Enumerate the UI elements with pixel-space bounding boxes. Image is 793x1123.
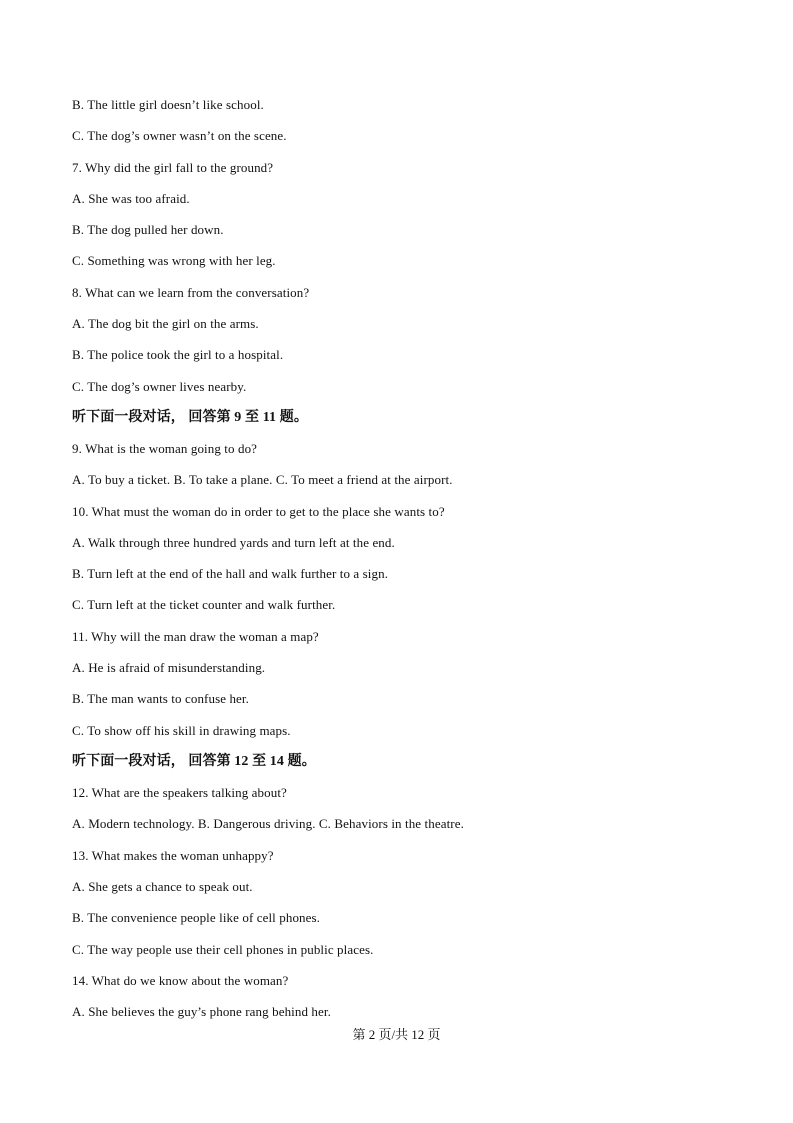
answer-option: B. Turn left at the end of the hall and walk further to a sign.: [72, 566, 389, 581]
answer-option: A. Walk through three hundred yards and turn left at the end.: [72, 535, 395, 550]
answer-option: B. The police took the girl to a hospital.: [72, 347, 284, 362]
question-text: 7. Why did the girl fall to the ground?: [72, 160, 274, 175]
question-text: 9. What is the woman going to do?: [72, 441, 258, 456]
answer-option: C. The dog’s owner lives nearby.: [72, 379, 247, 394]
answer-option: C. The way people use their cell phones in public places.: [72, 942, 374, 957]
answer-option: A. She gets a chance to speak out.: [72, 879, 253, 894]
question-text: 11. Why will the man draw the woman a map?: [72, 629, 319, 644]
answer-option: A. To buy a ticket. B. To take a plane. C. To meet a friend at the airport.: [72, 472, 453, 487]
answer-option: C. Something was wrong with her leg.: [72, 253, 276, 268]
answer-option: C. The dog’s owner wasn’t on the scene.: [72, 128, 287, 143]
answer-option: B. The man wants to confuse her.: [72, 691, 249, 706]
answer-option: C. To show off his skill in drawing maps.: [72, 723, 291, 738]
answer-option: C. Turn left at the ticket counter and walk further.: [72, 597, 336, 612]
answer-option: A. The dog bit the girl on the arms.: [72, 316, 259, 331]
page-footer: 第 2 页/共 12 页: [352, 1027, 441, 1042]
section-heading: 听下面一段对话， 回答第 12 至 14 题。: [72, 754, 316, 769]
answer-option: A. She was too afraid.: [72, 191, 190, 206]
answer-option: A. She believes the guy’s phone rang behind her.: [72, 1004, 331, 1019]
answer-option: B. The dog pulled her down.: [72, 222, 224, 237]
question-text: 14. What do we know about the woman?: [72, 973, 289, 988]
answer-option: A. He is afraid of misunderstanding.: [72, 660, 266, 675]
section-heading: 听下面一段对话， 回答第 9 至 11 题。: [72, 410, 308, 425]
question-text: 13. What makes the woman unhappy?: [72, 848, 274, 863]
question-text: 10. What must the woman do in order to get to the place she wants to?: [72, 504, 445, 519]
answer-option: B. The little girl doesn’t like school.: [72, 97, 264, 112]
answer-option: B. The convenience people like of cell phones.: [72, 910, 321, 925]
answer-option: A. Modern technology. B. Dangerous driving. C. Behaviors in the theatre.: [72, 816, 464, 831]
question-text: 8. What can we learn from the conversation?: [72, 285, 310, 300]
question-text: 12. What are the speakers talking about?: [72, 785, 287, 800]
